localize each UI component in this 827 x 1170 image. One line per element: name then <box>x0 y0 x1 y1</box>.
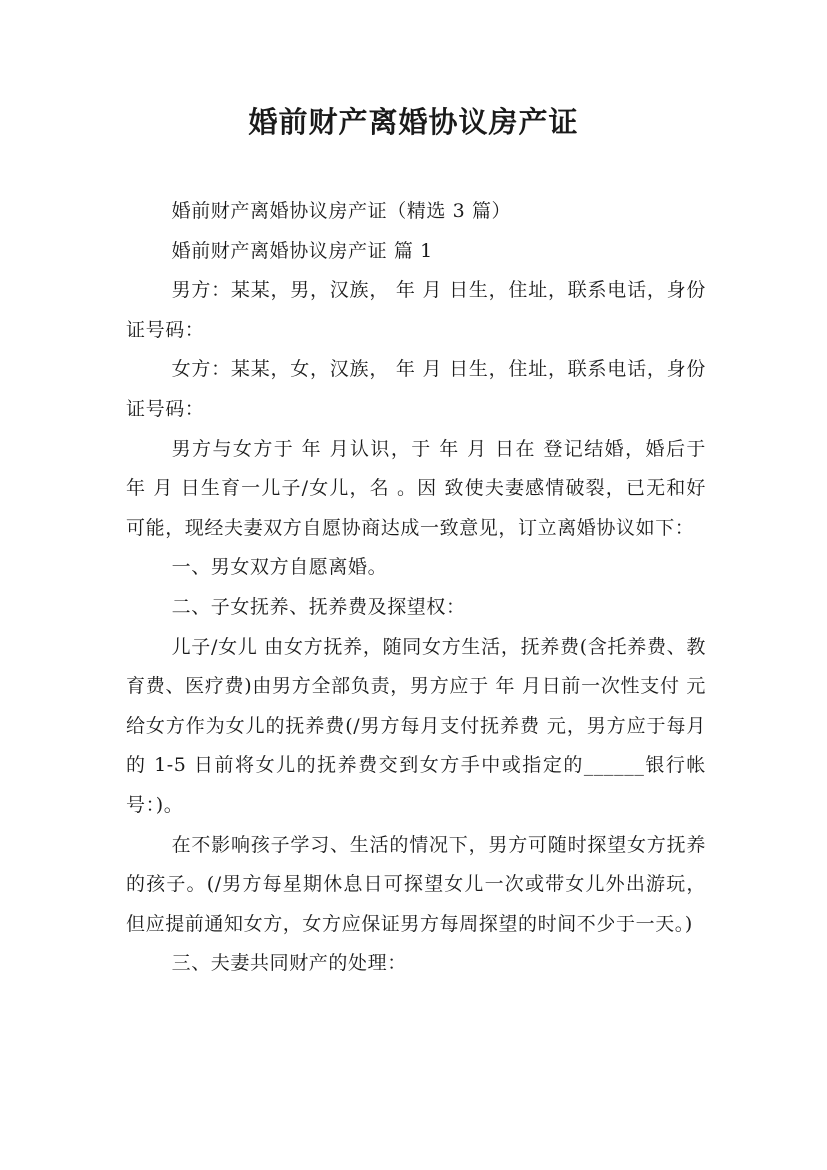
paragraph-subtitle: 婚前财产离婚协议房产证（精选 3 篇） <box>171 200 512 222</box>
paragraph-visitation: 在不影响孩子学习、生活的情况下，男方可随时探望女方抚养的孩子。(/男方每星期休息日可探望女儿一次或带女儿外出游玩，但应提前通知女方，女方应保证男方每周探望的时间不少于一天。) <box>126 833 706 935</box>
paragraph-female-party: 女方：某某，女，汉族， 年 月 日生，住址，联系电话，身份证号码： <box>126 358 706 420</box>
paragraph-background: 男方与女方于 年 月认识，于 年 月 日在 登记结婚，婚后于 年 月 日生育一儿子/女儿，名 。因 致使夫妻感情破裂，已无和好可能，现经夫妻双方自愿协商达成一致意见，订立离婚协议如下： <box>126 437 706 539</box>
paragraph-child-support: 儿子/女儿 由女方抚养，随同女方生活，抚养费(含托养费、教育费、医疗费)由男方全部负责，男方应于 年 月日前一次性支付 元给女方作为女儿的抚养费(/男方每月支付抚养费 元，男方应于每月的 1-5 日前将女儿的抚养费交到女方手中或指定的______银行帐号：)。 <box>126 635 706 816</box>
paragraph-section-heading: 婚前财产离婚协议房产证 篇 1 <box>171 239 433 262</box>
paragraph-clause-2-heading: 二、子女抚养、抚养费及探望权： <box>171 595 466 618</box>
paragraph-clause-3-heading: 三、夫妻共同财产的处理： <box>171 952 407 975</box>
paragraph-male-party: 男方：某某，男，汉族， 年 月 日生，住址，联系电话，身份证号码： <box>126 279 706 341</box>
document-title: 婚前财产离婚协议房产证 <box>248 105 579 139</box>
document-body <box>126 192 706 984</box>
paragraph-clause-1: 一、男女双方自愿离婚。 <box>171 556 388 579</box>
